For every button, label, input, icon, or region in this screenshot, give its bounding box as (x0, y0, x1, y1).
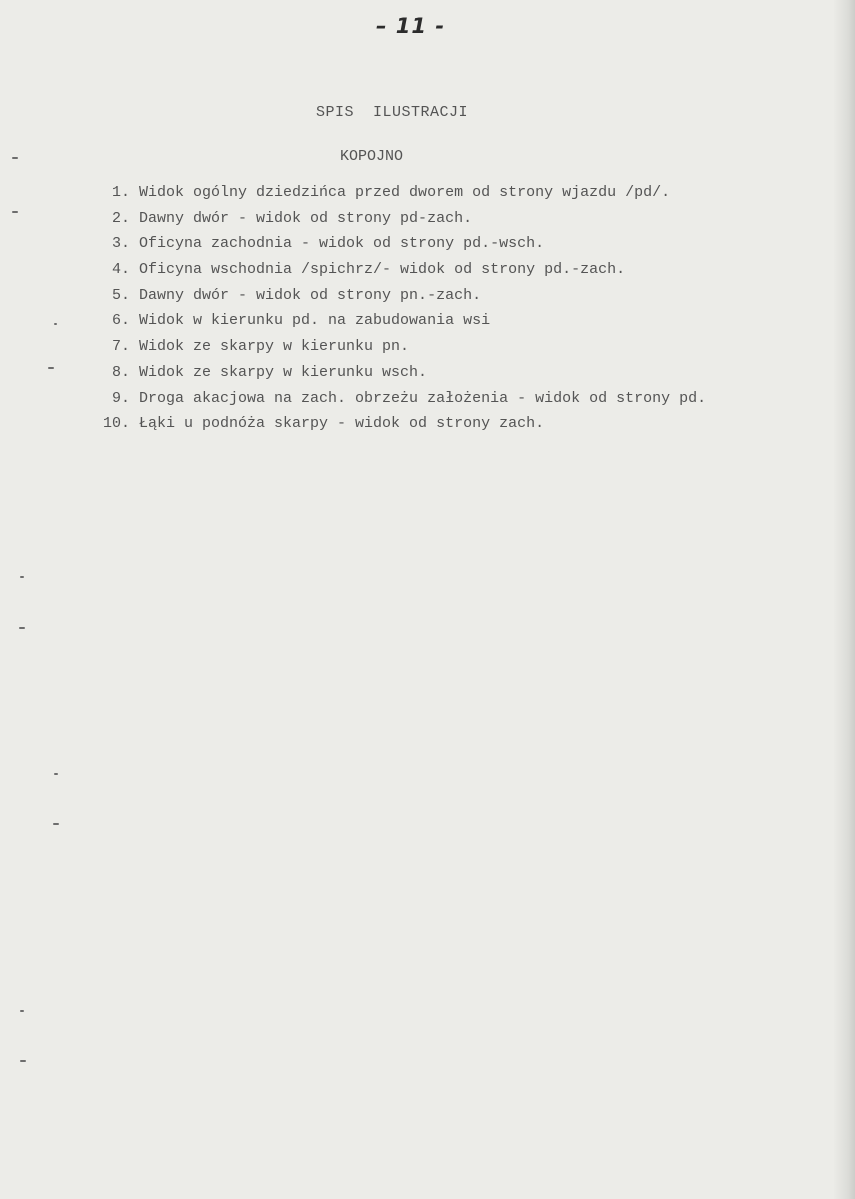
item-number: 3. (111, 235, 130, 253)
illustration-list (84, 180, 706, 437)
item-number: 1. (111, 184, 130, 201)
margin-mark (20, 1060, 26, 1062)
item-number: 9. (111, 389, 130, 407)
item-number: 4. (111, 261, 130, 279)
item-number: 8. (111, 363, 130, 381)
list-item (84, 334, 706, 360)
item-text: Widok ze skarpy w kierunku pn. (139, 338, 410, 356)
item-text: Widok ogólny dziedzińca przed dworem od strony wjazdu /pd/. (139, 184, 671, 201)
item-number: 6. (111, 312, 130, 330)
margin-mark (20, 1010, 24, 1012)
item-text: Dawny dwór - widok od strony pn.-zach. (139, 286, 482, 304)
margin-mark (53, 823, 59, 825)
item-text: Oficyna wschodnia /spichrz/- widok od strony pd.-zach. (139, 261, 626, 279)
margin-mark (20, 576, 24, 578)
item-text: Widok ze skarpy w kierunku wsch. (139, 363, 428, 381)
margin-mark (12, 211, 18, 213)
list-item (84, 231, 706, 257)
item-text: Łąki u podnóża skarpy - widok od strony zach. (139, 415, 545, 433)
paper-edge-shadow (833, 0, 855, 1199)
item-text: Dawny dwór - widok od strony pd-zach. (139, 209, 473, 227)
list-item (84, 283, 706, 309)
margin-mark (12, 157, 18, 159)
margin-mark (54, 323, 57, 325)
margin-mark (54, 773, 58, 775)
margin-mark (48, 367, 54, 369)
list-item (84, 360, 706, 386)
list-item (84, 386, 706, 412)
item-number: 7. (111, 338, 130, 356)
list-item (84, 206, 706, 232)
item-number: 2. (111, 209, 130, 227)
page-title: SPIS ILUSTRACJI (316, 104, 469, 121)
margin-mark (19, 627, 25, 629)
item-number: 10. (102, 415, 130, 433)
item-text: Oficyna zachodnia - widok od strony pd.-wsch. (139, 235, 545, 253)
item-number: 5. (111, 286, 130, 304)
list-item (84, 411, 706, 437)
item-text: Droga akacjowa na zach. obrzeżu założenia - widok od strony pd. (139, 389, 707, 407)
page-number: – 11 - (376, 14, 446, 38)
item-text: Widok w kierunku pd. na zabudowania wsi (139, 312, 491, 330)
section-title: KOPOJNO (340, 148, 404, 165)
list-item (84, 257, 706, 283)
list-item (84, 308, 706, 334)
list-item (84, 180, 706, 206)
